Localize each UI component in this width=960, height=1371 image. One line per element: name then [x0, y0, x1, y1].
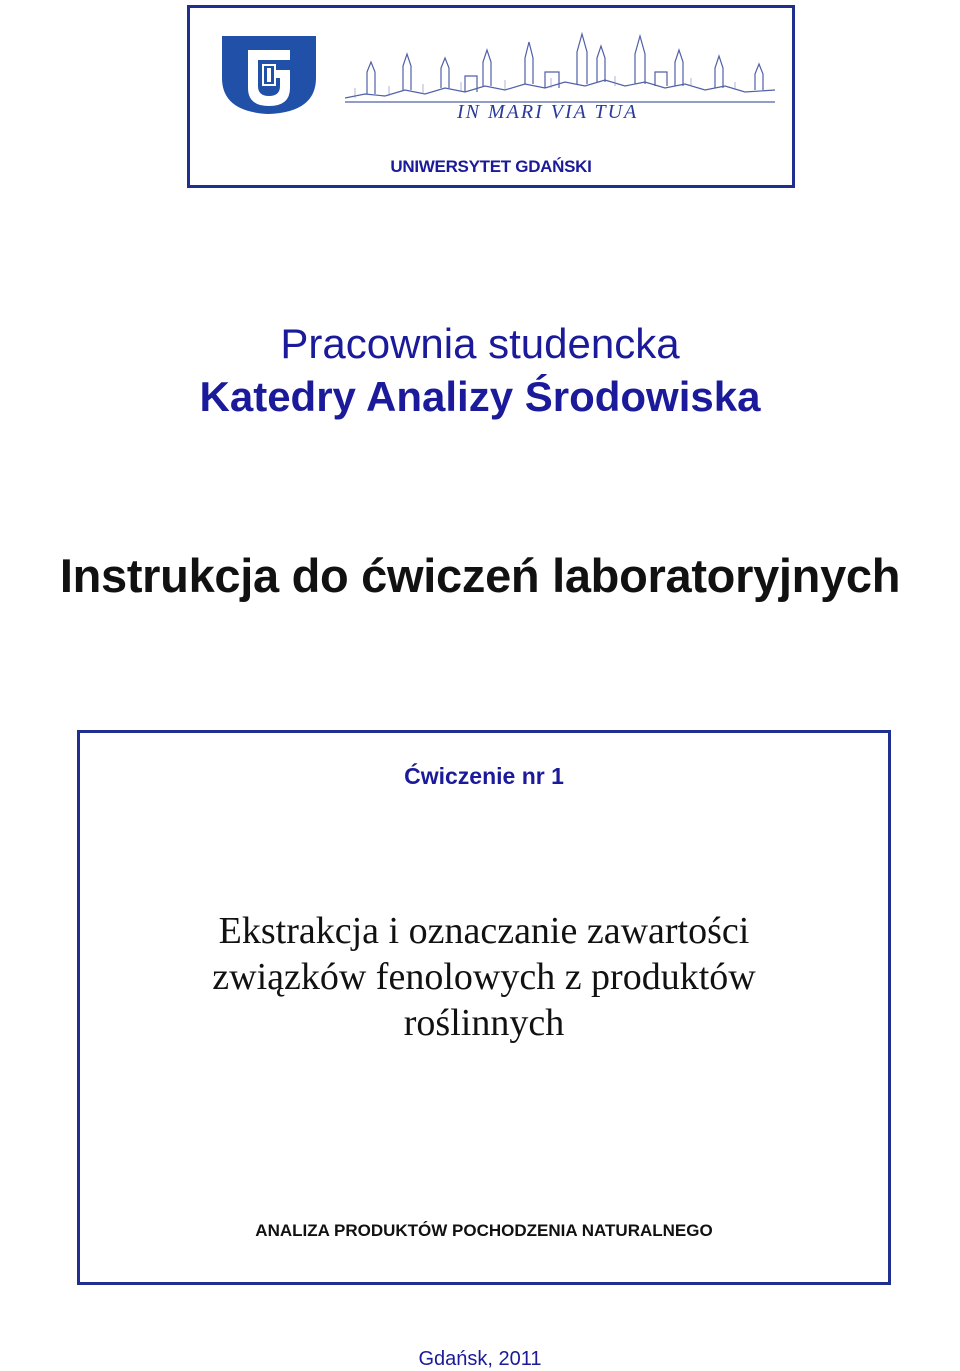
document-title: Instrukcja do ćwiczeń laboratoryjnych [59, 549, 901, 602]
exercise-box [77, 730, 891, 1285]
unit-name-line2: Katedry Analizy Środowiska [199, 373, 761, 420]
university-name: UNIWERSYTET GDAŃSKI [390, 157, 592, 176]
university-logo [218, 30, 320, 116]
gdansk-skyline-image [345, 28, 775, 120]
motto-text: IN MARI VIA TUA [457, 101, 639, 120]
exercise-title-line2: związków fenolowych z produktów [212, 956, 756, 998]
university-header [187, 5, 795, 188]
exercise-number: Ćwiczenie nr 1 [404, 763, 564, 789]
place-and-year: Gdańsk, 2011 [418, 1348, 542, 1370]
unit-name-line1: Pracownia studencka [280, 320, 680, 367]
exercise-title [100, 908, 868, 1046]
exercise-title-line1: Ekstrakcja i oznaczanie zawartości [218, 910, 750, 952]
course-subject: ANALIZA PRODUKTÓW POCHODZENIA NATURALNEGO [255, 1221, 713, 1240]
exercise-title-line3: roślinnych [403, 1002, 565, 1044]
